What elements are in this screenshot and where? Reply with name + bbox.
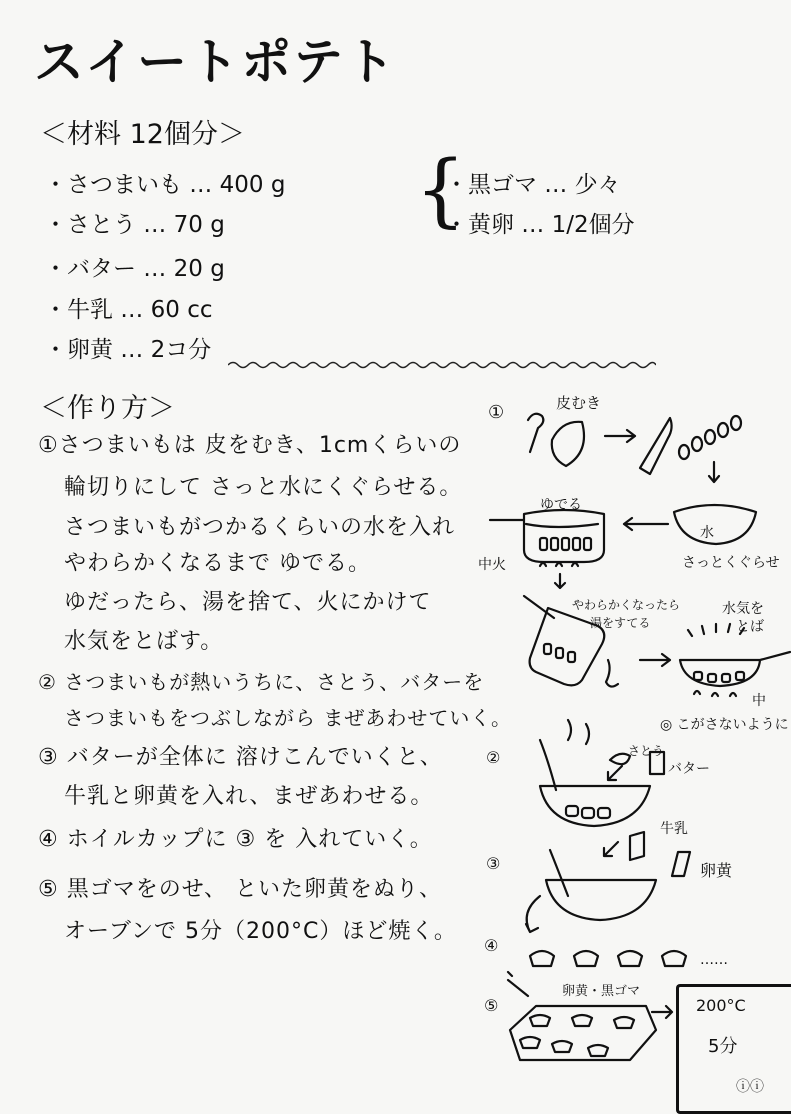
method-heading: ＜作り方＞ [40,393,175,424]
step-line: やわらかくなるまで ゆでる。 [64,551,371,576]
ingredient-item: ・さつまいも … 400 g [44,172,286,198]
dry-label: 水気を [722,601,764,617]
illustration-step-number: ① [488,402,505,423]
step-line: ② さつまいもが熱いうちに、さとう、バターを [38,670,485,694]
step-line: ④ ホイルカップに ③ を 入れていく。 [38,827,433,852]
water-label: 水 [700,525,714,541]
medium-heat-label: 中火 [478,557,506,573]
brace-symbol: { [415,143,466,236]
oven-time: 5分 [708,1036,738,1057]
drain-label: やわらかくなったら [572,598,681,612]
sugar-label: さとう [628,744,665,758]
heat-label: 中 [752,693,766,709]
peel-label: 皮むき [556,394,602,412]
brush-icon [508,972,528,996]
ingredient-item: ・卵黄 … 2コ分 [44,337,212,363]
step-line: さつまいもがつかるくらいの水を入れ [64,515,456,540]
potato-slices-icon [679,416,741,459]
oven-knobs: ⓘⓘ [736,1079,764,1095]
step-line: ①さつまいもは 皮をむき、1cmくらいの [38,433,462,458]
topping-item: ・黄卵 … 1/2個分 [445,212,635,238]
step-line: ⑤ 黒ゴマをのせ、 といた卵黄をぬり、 [38,877,443,902]
rinse-bowl-icon [674,505,756,544]
mixing-bowl-icon [540,786,650,826]
rinse-label: さっとくぐらせ [682,555,780,571]
sweet-potato-icon [552,422,584,466]
step-line: ③ バターが全体に 溶けこんでいくと、 [38,745,443,770]
step-line: ゆだったら、湯を捨て、火にかけて [64,590,432,615]
drain-label: 湯をすてる [590,616,651,630]
oven-temperature: 200°C [696,996,746,1015]
boil-label: ゆでる [540,497,582,513]
pot-icon [490,510,604,562]
illustration-step-number: ③ [486,854,501,873]
more-cups-dots: …… [700,952,728,968]
step-line: 輪切りにして さっと水にくぐらせる。 [64,475,463,500]
butter-label: バター [668,761,710,777]
peeler-icon [528,414,543,452]
ingredient-item: ・さとう … 70 g [44,212,225,238]
ingredient-item: ・牛乳 … 60 cc [44,297,213,323]
foil-cups-icon [530,951,686,966]
step-line: 水気をとばす。 [64,629,224,654]
potato-in-pot-icon [540,538,591,550]
yolk-label: 卵黄 [700,861,733,880]
milk-label: 牛乳 [660,821,688,837]
dry-label: とば [736,619,764,635]
topping-item: ・黒ゴマ … 少々 [445,172,621,198]
recipe-title: スイートポテト [34,33,397,91]
ingredients-heading: ＜材料 12個分＞ [40,119,245,150]
step-line: 牛乳と卵黄を入れ、まぜあわせる。 [64,784,434,809]
no-burn-note: ◎ こがさないように [660,717,789,733]
illustration-step-number: ④ [484,936,499,955]
step-line: さつまいもをつぶしながら まぜあわせていく。 [64,706,512,730]
ingredient-item: ・バター … 20 g [44,256,225,282]
yolk-sesame-label: 卵黄・黒ゴマ [562,984,641,999]
knife-icon [640,418,672,474]
illustration-step-number: ⑤ [484,996,499,1015]
mixing-bowl-icon [546,880,656,920]
step-line: オーブンで 5分（200°C）ほど焼く。 [64,919,457,944]
illustration-step-number: ② [486,748,501,767]
